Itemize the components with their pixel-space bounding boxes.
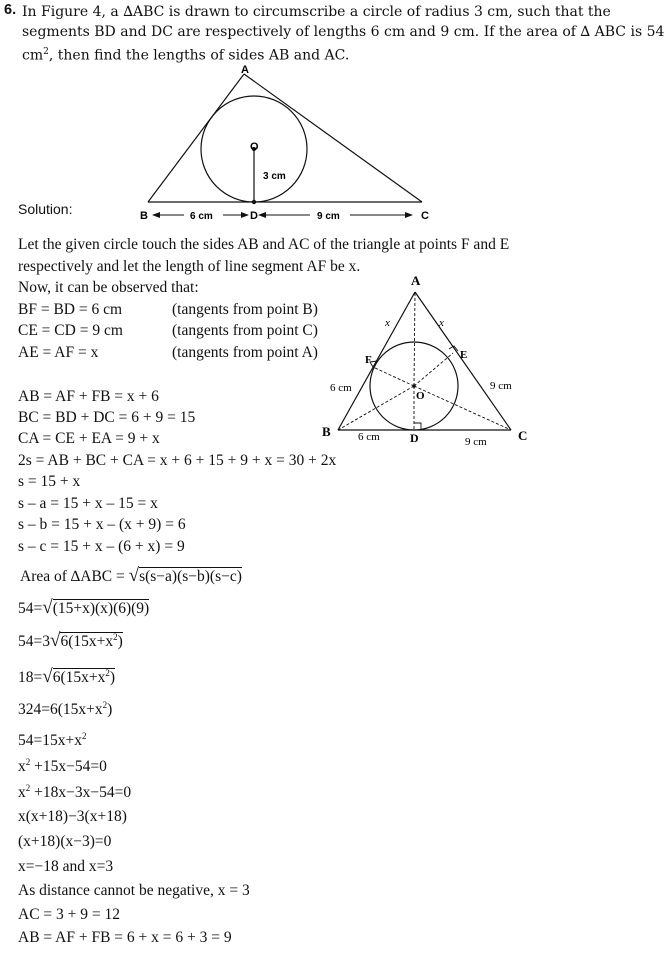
step-s-b: s – b = 15 + x – (x + 9) = 6 bbox=[18, 516, 186, 533]
tangent-note-a: (tangents from point A) bbox=[172, 344, 318, 361]
fig1-label-o: O bbox=[250, 141, 259, 153]
fig1-label-d: D bbox=[250, 210, 258, 222]
intro-line-2: respectively and let the length of line segment AF be x. bbox=[18, 258, 361, 275]
intro-line-3: Now, it can be observed that: bbox=[18, 279, 199, 296]
answer-ab: AB = AF + FB = 6 + x = 6 + 3 = 9 bbox=[18, 929, 232, 946]
fig2-label-f: F bbox=[365, 354, 372, 366]
tangent-eq-c: CE = CD = 9 cm bbox=[18, 322, 123, 339]
step-s-a: s – a = 15 + x – 15 = x bbox=[18, 495, 158, 512]
fig2-label-a: A bbox=[411, 273, 421, 288]
fig2-label-o: O bbox=[416, 390, 425, 402]
fig1-dc-length: 9 cm bbox=[317, 211, 340, 222]
tangent-eq-a: AE = AF = x bbox=[18, 344, 99, 361]
eq-324: $324=6(15x+x^2)$ bbox=[18, 700, 113, 719]
step-bc: BC = BD + DC = 6 + 9 = 15 bbox=[18, 409, 196, 426]
eq-54-heron: 54=√(15+x)(x)(6)(9) bbox=[18, 597, 150, 618]
fig2-label-e: E bbox=[460, 349, 468, 361]
eq-54-simplified: $54=3√6(15x+x^2)$ bbox=[18, 630, 123, 651]
fig1-radius-label: 3 cm bbox=[263, 171, 286, 182]
eq-quadratic-standard: $x^2 +15x-54=0$ bbox=[18, 757, 107, 776]
eq-roots: x=−18 and x=3 bbox=[18, 858, 114, 875]
question-number: 6. bbox=[4, 2, 17, 18]
tangent-eq-b: BF = BD = 6 cm bbox=[18, 301, 123, 318]
question-line-2: segments BD and DC are respectively of lengths 6 cm and 9 cm. If the area of ∆ ABC is 54 bbox=[22, 24, 664, 40]
fig2-x-right: x bbox=[439, 317, 444, 329]
figure-4-triangle bbox=[130, 60, 440, 228]
fig2-six-base: 6 cm bbox=[358, 431, 380, 443]
tangent-note-b: (tangents from point B) bbox=[172, 301, 318, 318]
eq-18: $18=√6(15x+x^2)$ bbox=[18, 666, 116, 687]
fig2-x-left: x bbox=[385, 317, 390, 329]
step-ca: CA = CE + EA = 9 + x bbox=[18, 430, 160, 447]
eq-factor-1: x(x+18)−3(x+18) bbox=[18, 808, 127, 825]
fig2-six-side: 6 cm bbox=[330, 382, 352, 394]
answer-ac: AC = 3 + 9 = 12 bbox=[18, 906, 121, 923]
eq-54-quadratic: $54=15x+x^2$ bbox=[18, 731, 87, 750]
fig2-nine-base: 9 cm bbox=[465, 436, 487, 448]
tangent-note-c: (tangents from point C) bbox=[172, 322, 318, 339]
question-line-3: $cm^2$, then find the lengths of sides AB and AC. bbox=[22, 47, 350, 64]
fig1-label-b: B bbox=[140, 210, 148, 222]
fig1-label-c: C bbox=[421, 210, 429, 222]
eq-quadratic-split: $x^2 +18x-3x-54=0$ bbox=[18, 783, 132, 802]
question-line-1: In Figure 4, a ∆ABC is drawn to circumscribe a circle of radius 3 cm, such that the bbox=[22, 4, 611, 20]
fig2-nine-side: 9 cm bbox=[490, 380, 512, 392]
fig2-label-d: D bbox=[410, 431, 419, 445]
conclusion: As distance cannot be negative, x = 3 bbox=[18, 882, 250, 899]
step-ab: AB = AF + FB = x + 6 bbox=[18, 388, 159, 405]
solution-label: Solution: bbox=[18, 201, 73, 217]
fig2-label-b: B bbox=[322, 424, 331, 439]
area-formula: Area of ∆ABC = √s(s−a)(s−b)(s−c) bbox=[20, 565, 242, 586]
eq-factor-2: (x+18)(x−3)=0 bbox=[18, 833, 112, 850]
step-s-c: s – c = 15 + x – (6 + x) = 9 bbox=[18, 538, 185, 555]
intro-line-1: Let the given circle touch the sides AB and AC of the triangle at points F and E bbox=[18, 236, 510, 253]
fig1-bd-length: 6 cm bbox=[190, 211, 213, 222]
fig2-label-c: C bbox=[518, 428, 528, 443]
fig1-label-a: A bbox=[241, 64, 249, 76]
step-2s: 2s = AB + BC + CA = x + 6 + 15 + 9 + x = 30 + 2x bbox=[18, 452, 337, 469]
figure-incircle-triangle bbox=[315, 270, 535, 450]
step-s: s = 15 + x bbox=[18, 473, 81, 490]
